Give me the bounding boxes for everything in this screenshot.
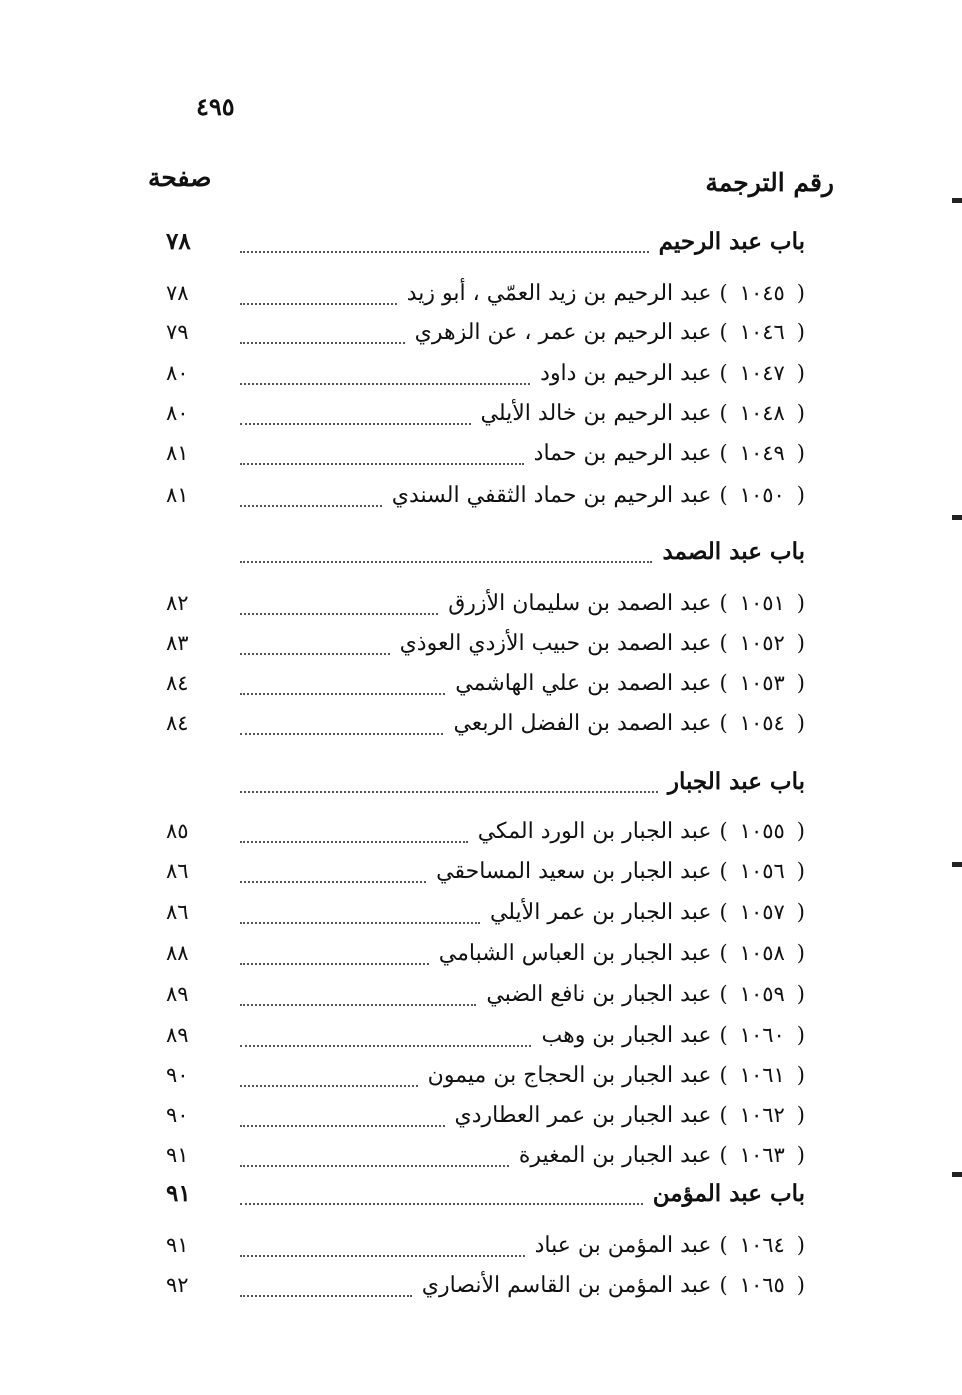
close-paren: ) [719,1233,728,1257]
entry-title [519,1143,805,1168]
toc-entry [160,584,805,622]
entry-number: ١٠٤٩ [739,441,785,465]
close-paren: ) [719,941,728,965]
open-paren: ( [796,631,805,655]
dot-leader [240,653,390,655]
entry-page-number: ٩٢ [166,1273,189,1297]
entry-title [481,401,805,426]
close-paren: ) [719,819,728,843]
entry-name: عبد الرحيم بن داود [540,360,712,386]
toc-entry [160,1266,805,1304]
toc-entry [160,664,805,702]
entry-title [407,281,805,306]
entry-page-number: ٩٠ [166,1103,189,1127]
toc-entry [160,1096,805,1134]
entry-number: ١٠٤٧ [739,361,785,385]
close-paren: ) [719,1273,728,1297]
entry-page-number: ٨١ [166,441,189,465]
entry-page-number: ٨٣ [166,631,189,655]
toc-entry [160,434,805,472]
entry-page-number: ٨٦ [166,900,189,924]
entry-page-number: ٨٥ [166,819,189,843]
dot-leader [240,505,382,507]
close-paren: ) [719,320,728,344]
toc-entry [160,934,805,972]
dot-leader [240,561,652,563]
entry-title [478,819,805,844]
close-paren: ) [719,483,728,507]
entry-name: عبد المؤمن بن عباد [534,1232,712,1258]
dot-leader [240,342,405,344]
entry-title [486,982,805,1007]
entry-name: عبد الجبار بن الورد المكي [477,818,712,844]
entry-page-number: ٨٤ [166,711,189,735]
entry-title [422,1273,805,1298]
entry-name: عبد الصمد بن الفضل الربعي [453,710,712,736]
entry-name: عبد الرحيم بن خالد الأيلي [480,400,712,426]
section-heading [160,1174,805,1212]
entry-page-number: ٧٨ [166,281,189,305]
entry-page-number: ٩٠ [166,1063,189,1087]
toc-entry [160,1056,805,1094]
open-paren: ( [796,711,805,735]
open-paren: ( [796,1233,805,1257]
entry-name: عبد الجبار بن المغيرة [518,1142,712,1168]
entry-name: عبد الرحيم بن حماد الثقفي السندي [391,482,712,508]
close-paren: ) [719,900,728,924]
open-paren: ( [796,1143,805,1167]
entry-title [439,941,805,966]
dot-leader [240,881,426,883]
close-paren: ) [719,671,728,695]
open-paren: ( [796,671,805,695]
open-paren: ( [796,1273,805,1297]
entry-name: عبد الصمد بن سليمان الأزرق [448,590,712,616]
entry-name: عبد الجبار بن سعيد المساحقي [436,858,712,884]
entry-number: ١٠٤٦ [739,320,785,344]
dot-leader [240,733,443,735]
open-paren: ( [796,361,805,385]
entry-number: ١٠٥٣ [739,671,785,695]
close-paren: ) [719,1143,728,1167]
entry-page-number: ٩١ [166,1143,189,1167]
toc-entry [160,354,805,392]
close-paren: ) [719,361,728,385]
open-paren: ( [796,819,805,843]
open-paren: ( [796,982,805,1006]
entry-number: ١٠٥١ [739,591,785,615]
entry-number: ١٠٥٧ [739,900,785,924]
toc-entry [160,975,805,1013]
entry-name: عبد الجبار بن وهب [541,1022,712,1048]
section-page-number: ٩١ [166,1179,191,1207]
toc-entry [160,704,805,742]
entry-name: عبد الجبار بن عمر العطاردي [454,1102,712,1128]
entry-title [428,1063,805,1088]
entry-page-number: ٨٤ [166,671,189,695]
edge-mark [952,198,962,203]
close-paren: ) [719,441,728,465]
open-paren: ( [796,1063,805,1087]
open-paren: ( [796,941,805,965]
dot-leader [240,1004,476,1006]
edge-mark [952,1172,962,1177]
close-paren: ) [719,631,728,655]
entry-number: ١٠٥٠ [739,483,785,507]
entry-name: عبد الرحيم بن حماد [533,440,712,466]
close-paren: ) [719,1063,728,1087]
entry-name: عبد الرحيم بن زيد العمّي ، أبو زيد [406,280,712,306]
entry-name: عبد الجبار بن العباس الشبامي [438,940,712,966]
toc-entry [160,274,805,312]
toc-entry [160,624,805,662]
dot-leader [240,383,530,385]
section-heading [160,762,805,800]
entry-number: ١٠٥٤ [739,711,785,735]
entry-page-number: ٨٠ [166,361,189,385]
entry-page-number: ٩١ [166,1233,189,1257]
entry-number: ١٠٦٢ [739,1103,785,1127]
toc-entry [160,1136,805,1174]
close-paren: ) [719,1103,728,1127]
dot-leader [240,1045,531,1047]
entry-title [453,711,805,736]
entry-title [535,1233,805,1258]
entry-page-number: ٨٩ [166,1023,189,1047]
entry-number: ١٠٥٨ [739,941,785,965]
dot-leader [240,463,524,465]
entry-title [534,441,805,466]
entry-name: عبد الصمد بن حبيب الأزدي العوذي [399,630,712,656]
entry-name: عبد الجبار بن الحجاج بن ميمون [427,1062,712,1088]
entry-number: ١٠٦١ [739,1063,785,1087]
entry-number: ١٠٥٦ [739,859,785,883]
open-paren: ( [796,900,805,924]
entry-title [540,361,805,386]
entry-name: عبد الجبار بن نافع الضبي [486,981,712,1007]
toc-entry [160,1016,805,1054]
toc-entry [160,812,805,850]
close-paren: ) [719,591,728,615]
toc-entry [160,313,805,351]
dot-leader [240,1255,525,1257]
dot-leader [240,693,445,695]
entry-page-number: ٨٩ [166,982,189,1006]
close-paren: ) [719,281,728,305]
section-title: باب عبد الصمد [662,537,805,565]
close-paren: ) [719,859,728,883]
dot-leader [240,1125,445,1127]
dot-leader [240,791,658,793]
section-heading [160,532,805,570]
header-entry-number: رقم الترجمة [705,168,834,197]
entry-number: ١٠٤٥ [739,281,785,305]
entry-number: ١٠٥٩ [739,982,785,1006]
entry-number: ١٠٦٥ [739,1273,785,1297]
dot-leader [240,251,649,253]
entry-number: ١٠٦٣ [739,1143,785,1167]
entry-name: عبد الصمد بن علي الهاشمي [455,670,712,696]
section-heading [160,222,805,260]
section-title: باب عبد الجبار [667,767,805,795]
entry-title [415,320,805,345]
toc-entry [160,394,805,432]
dot-leader [240,423,471,425]
section-title: باب عبد الرحيم [658,227,805,255]
entry-title [400,631,805,656]
open-paren: ( [796,401,805,425]
entry-title [455,671,805,696]
entry-page-number: ٨٢ [166,591,189,615]
entry-page-number: ٧٩ [166,320,189,344]
entry-number: ١٠٥٥ [739,819,785,843]
open-paren: ( [796,483,805,507]
entry-name: عبد المؤمن بن القاسم الأنصاري [421,1272,712,1298]
open-paren: ( [796,591,805,615]
open-paren: ( [796,281,805,305]
dot-leader [240,303,397,305]
close-paren: ) [719,982,728,1006]
close-paren: ) [719,1023,728,1047]
open-paren: ( [796,320,805,344]
page-number: ٤٩٥ [196,92,235,121]
section-title: باب عبد المؤمن [652,1179,805,1207]
open-paren: ( [796,1103,805,1127]
section-page-number: ٧٨ [166,227,191,255]
edge-mark [952,862,962,867]
entry-title [436,859,805,884]
entry-number: ١٠٤٨ [739,401,785,425]
entry-title [392,483,805,508]
dot-leader [240,922,480,924]
entry-page-number: ٨٠ [166,401,189,425]
open-paren: ( [796,441,805,465]
dot-leader [240,1295,412,1297]
entry-title [455,1103,805,1128]
entry-title [541,1023,805,1048]
entry-number: ١٠٦٤ [739,1233,785,1257]
entry-page-number: ٨٦ [166,859,189,883]
entry-number: ١٠٥٢ [739,631,785,655]
toc-entry [160,852,805,890]
entry-name: عبد الرحيم بن عمر ، عن الزهري [414,319,712,345]
dot-leader [240,1165,509,1167]
open-paren: ( [796,1023,805,1047]
dot-leader [240,841,468,843]
entry-title [490,900,805,925]
close-paren: ) [719,711,728,735]
toc-entry [160,476,805,514]
entry-page-number: ٨١ [166,483,189,507]
entry-number: ١٠٦٠ [739,1023,785,1047]
entry-title [448,591,805,616]
edge-mark [952,515,962,520]
dot-leader [240,1203,643,1205]
open-paren: ( [796,859,805,883]
dot-leader [240,613,438,615]
toc-entry [160,893,805,931]
dot-leader [240,963,429,965]
entry-page-number: ٨٨ [166,941,189,965]
dot-leader [240,1085,418,1087]
toc-entry [160,1226,805,1264]
close-paren: ) [719,401,728,425]
header-page: صفحة [148,163,212,192]
entry-name: عبد الجبار بن عمر الأيلي [489,899,712,925]
